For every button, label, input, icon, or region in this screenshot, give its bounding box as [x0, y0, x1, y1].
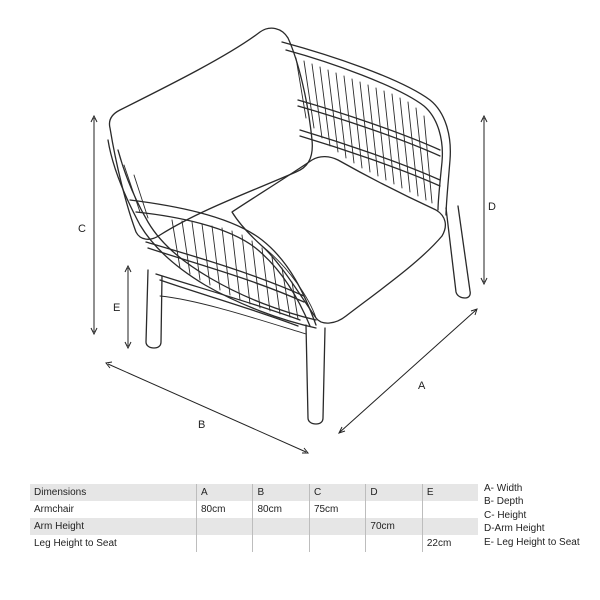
dimension-e-label: E: [113, 302, 121, 314]
table-cell: 80cm: [253, 501, 309, 518]
table-cell: 80cm: [197, 501, 253, 518]
table-header-cell: A: [197, 484, 253, 501]
legend-item: B- Depth: [484, 496, 524, 508]
dimension-a-line: [339, 309, 477, 433]
table-cell: Armchair: [34, 504, 75, 515]
table-cell: 75cm: [309, 501, 365, 518]
table-cell: 70cm: [366, 518, 422, 535]
left-arm-frame: [108, 140, 316, 328]
legend-item: A- Width: [484, 483, 523, 494]
dimension-d-line: [481, 116, 487, 284]
table-row: [30, 518, 478, 535]
dimension-b-label: B: [198, 419, 206, 431]
table-cell: Arm Height: [30, 518, 197, 535]
table-cell: [309, 518, 365, 535]
table-row: [30, 501, 478, 518]
table-cell: [422, 501, 478, 518]
table-cell: [366, 501, 422, 518]
dimension-c-line: [91, 116, 97, 334]
legend-item: E- Leg Height to Seat: [484, 536, 580, 548]
table-header-row: [30, 484, 478, 501]
table-header-cell: B: [253, 484, 309, 501]
table-cell: [422, 518, 478, 535]
dimension-e-line: [125, 266, 131, 348]
table-cell: [253, 518, 309, 535]
table-cell: [253, 535, 309, 552]
seat-cushion: [232, 157, 445, 323]
table-cell: [197, 535, 253, 552]
table-cell: [309, 535, 365, 552]
table-header-cell: D: [366, 484, 422, 501]
table-cell: [366, 535, 422, 552]
table-cell: 22cm: [422, 535, 478, 552]
back-rattan-slats: [296, 58, 440, 203]
dimensions-table: [30, 484, 478, 552]
side-rattan-slats: [124, 165, 304, 326]
table-cell: Leg Height to Seat: [34, 538, 117, 549]
dimension-a-label: A: [418, 380, 426, 392]
dimension-b-line: [106, 362, 308, 453]
dimension-d-label: D: [488, 201, 496, 213]
dimension-c-label: C: [78, 223, 86, 235]
table-header-cell: Dimensions: [30, 484, 197, 501]
table-row: [30, 535, 478, 552]
table-header-cell: E: [422, 484, 478, 501]
table-cell: [197, 518, 253, 535]
dimension-legend: [484, 482, 580, 549]
legend-item: C- Height: [484, 509, 527, 521]
table-header-cell: C: [309, 484, 365, 501]
legend-item: D-Arm Height: [484, 523, 545, 535]
